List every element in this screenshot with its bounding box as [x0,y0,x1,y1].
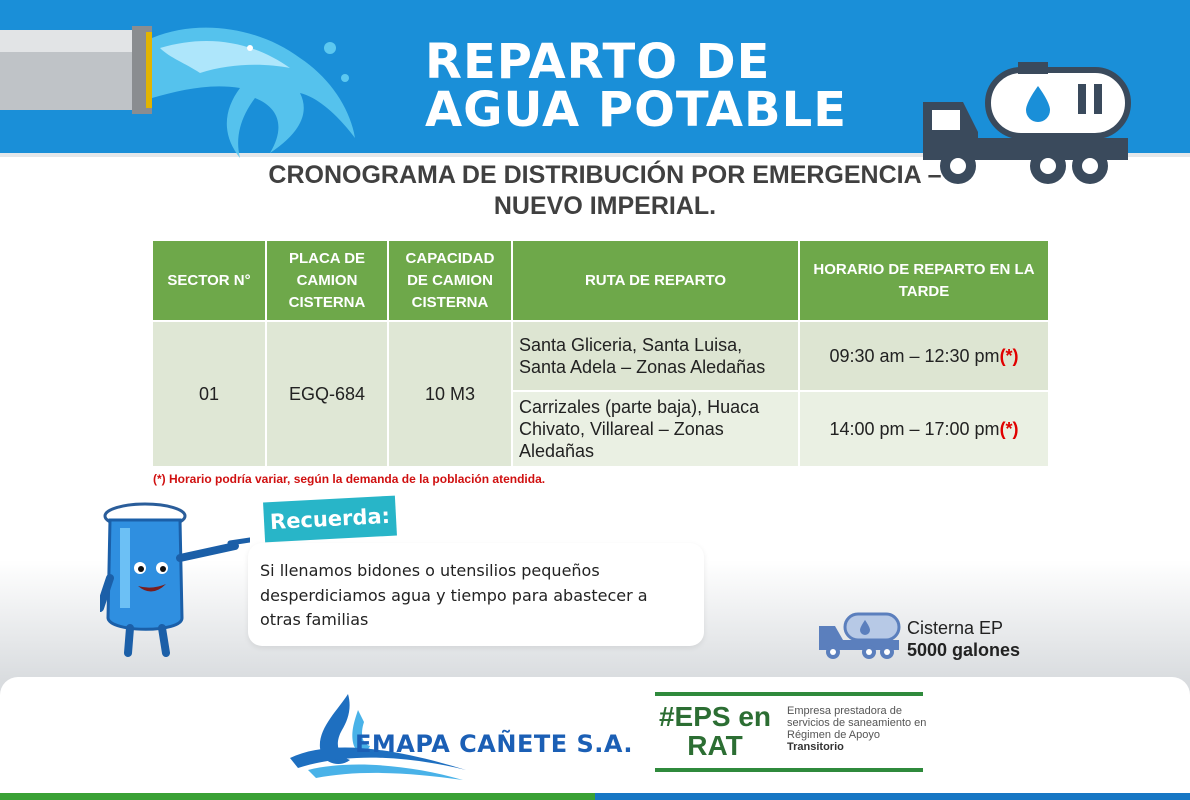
eps-tag-line-2: RAT [687,730,743,761]
table-row [153,321,1049,391]
page-subtitle [225,160,985,222]
eps-border-bottom [655,768,923,772]
reminder-box [248,543,704,646]
header-schedule: HORARIO DE REPARTO EN LA TARDE [799,241,1049,321]
cistern-label: Cisterna EP [907,618,1004,638]
schedule-time: 09:30 am – 12:30 pm [829,346,1000,366]
route-cell: Santa Gliceria, Santa Luisa, Santa Adela – Zonas Aledañas [512,321,799,391]
page-title [425,34,945,138]
eps-border-top [655,692,923,696]
eps-tag-line-1: #EPS en [658,701,772,732]
cistern-info [907,617,1020,661]
reminder-tag: Recuerda: [263,496,397,543]
cistern-capacity: 5000 galones [907,640,1021,660]
emapa-brand-name: EMAPA CAÑETE S.A. [355,730,633,758]
title-line-1: REPARTO DE [425,34,771,90]
eps-desc-bold: Transitorio [787,741,844,753]
header-plate: PLACA DE CAMION CISTERNA [266,241,388,321]
schedule-mark: (*) [999,346,1019,366]
schedule-mark: (*) [999,419,1019,439]
reminder-text: Si llenamos bidones o utensilios pequeños desperdiciamos agua y tiempo para abastecer a otras familias [260,561,648,629]
schedule-table [153,241,1050,468]
eps-rat-logo [655,692,927,772]
route-cell: Carrizales (parte baja), Huaca Chivato, Villareal – Zonas Aledañas [512,391,799,467]
title-line-2: AGUA POTABLE [425,82,848,138]
header-capacity: CAPACIDAD DE CAMION CISTERNA [388,241,512,321]
sector-cell: 01 [153,321,266,467]
schedule-cell [799,391,1049,467]
header-sector: SECTOR N° [153,241,266,321]
capacity-cell: 10 M3 [388,321,512,467]
schedule-time: 14:00 pm – 17:00 pm [829,419,1000,439]
footer-stripe-blue [595,793,1190,800]
cistern-truck-icon [817,610,902,662]
subtitle-line-2: NUEVO IMPERIAL. [493,192,717,220]
plate-cell: EGQ-684 [266,321,388,467]
footer-stripe-green [0,793,595,800]
eps-tag [655,702,775,760]
water-pipe-icon [0,18,370,168]
subtitle-line-1: CRONOGRAMA DE DISTRIBUCIÓN POR EMERGENCIA – [268,161,942,189]
footnote: (*) Horario podría variar, según la demanda de la población atendida. [153,472,546,486]
schedule-cell [799,321,1049,391]
table-header-row [153,241,1049,321]
water-jug-mascot-icon [100,498,250,658]
eps-description [787,705,927,753]
eps-desc-text: Empresa prestadora de servicios de saneamiento en Régimen de Apoyo [787,705,927,741]
header-route: RUTA DE REPARTO [512,241,799,321]
